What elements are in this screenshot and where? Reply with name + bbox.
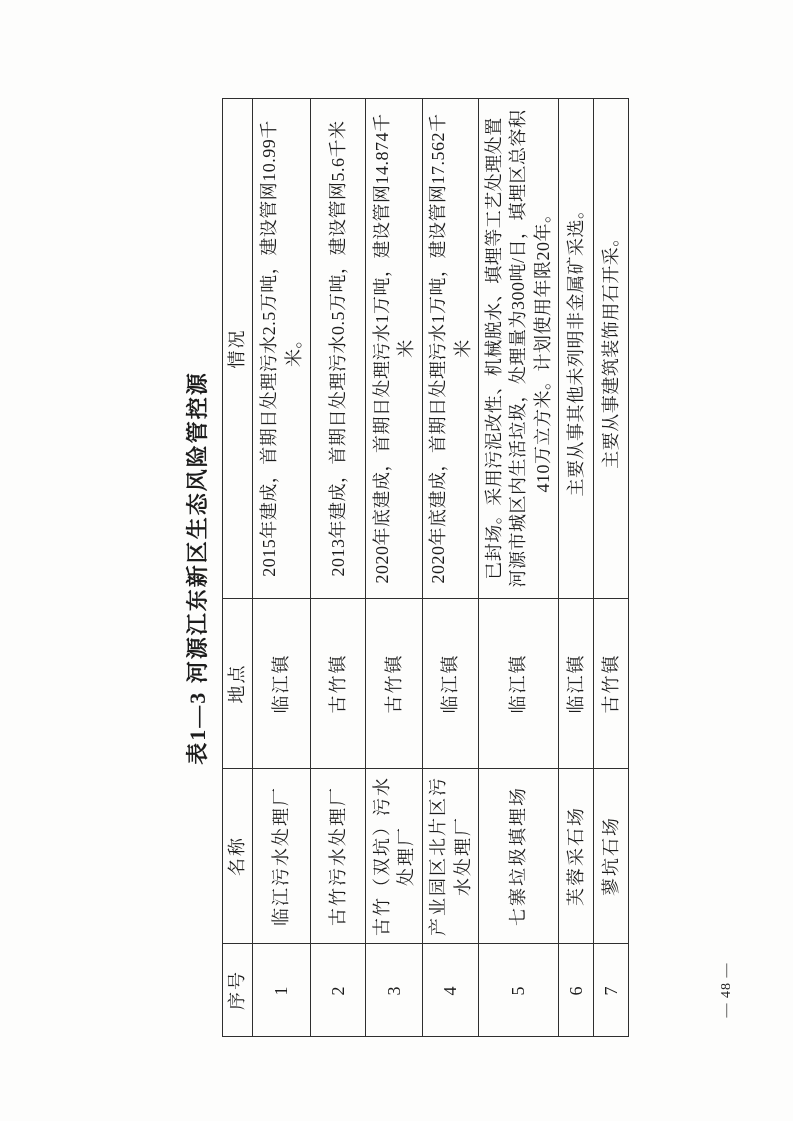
- cell-situation: 2020年底建成，首期日处理污水1万吨，建设管网14.874千米: [366, 99, 423, 599]
- cell-serial-no: 2: [311, 944, 366, 1037]
- risk-sources-table: [222, 98, 629, 1037]
- table-row: [423, 99, 479, 1037]
- cell-serial-no: 1: [253, 944, 311, 1037]
- cell-location: 古竹镇: [594, 599, 629, 769]
- cell-name: 临江污水处理厂: [253, 769, 311, 944]
- cell-location: 古竹镇: [311, 599, 366, 769]
- col-header-name: 名称: [223, 769, 253, 944]
- col-header-serial-no: 序号: [223, 944, 253, 1037]
- cell-name: 蓼坑石场: [594, 769, 629, 944]
- cell-situation: 2013年建成，首期日处理污水0.5万吨，建设管网5.6千米: [311, 99, 366, 599]
- table-row: [253, 99, 311, 1037]
- cell-situation: 已封场。采用污泥改性、机械脱水、填埋等工艺处理处置河源市城区内生活垃圾，处理量为300吨/日，填埋区总容积410万立方米。计划使用年限20年。: [479, 99, 559, 599]
- cell-name: 产业园区北片区污水处理厂: [423, 769, 479, 944]
- cell-location: 临江镇: [479, 599, 559, 769]
- table-header-row: [223, 99, 253, 1037]
- cell-situation: 主要从事其他未列明非金属矿采选。: [559, 99, 594, 599]
- table-row: [559, 99, 594, 1037]
- cell-serial-no: 5: [479, 944, 559, 1037]
- col-header-location: 地点: [223, 599, 253, 769]
- cell-name: 芙蓉采石场: [559, 769, 594, 944]
- cell-name: 古竹污水处理厂: [311, 769, 366, 944]
- cell-serial-no: 7: [594, 944, 629, 1037]
- cell-name: 古竹（双坑）污水处理厂: [366, 769, 423, 944]
- cell-serial-no: 3: [366, 944, 423, 1037]
- cell-situation: 主要从事建筑装饰用石开采。: [594, 99, 629, 599]
- rotated-table-block: [181, 99, 629, 1037]
- table-title: 表1—3 河源江东新区生态风险管控源: [185, 371, 210, 765]
- cell-location: 古竹镇: [366, 599, 423, 769]
- cell-location: 临江镇: [253, 599, 311, 769]
- cell-situation: 2020年底建成，首期日处理污水1万吨，建设管网17.562千米: [423, 99, 479, 599]
- cell-location: 临江镇: [559, 599, 594, 769]
- col-header-situation: 情况: [223, 99, 253, 599]
- table-row: [479, 99, 559, 1037]
- page-number: — 48 —: [719, 962, 734, 1018]
- cell-name: 七寨垃圾填埋场: [479, 769, 559, 944]
- table-row: [311, 99, 366, 1037]
- table-row: [366, 99, 423, 1037]
- cell-situation: 2015年建成，首期日处理污水2.5万吨，建设管网10.99千米。: [253, 99, 311, 599]
- cell-location: 临江镇: [423, 599, 479, 769]
- cell-serial-no: 4: [423, 944, 479, 1037]
- table-row: [594, 99, 629, 1037]
- cell-serial-no: 6: [559, 944, 594, 1037]
